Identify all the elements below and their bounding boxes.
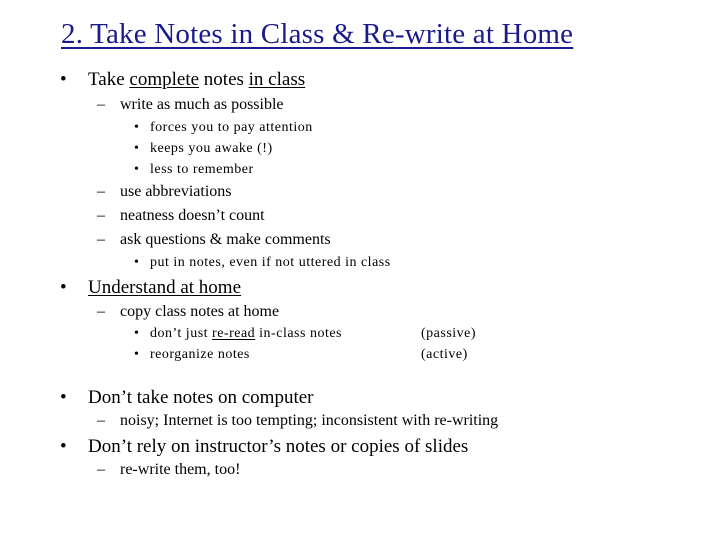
sub-bullet-text: forces you to pay attention: [150, 120, 313, 135]
bullet-marker: •: [134, 255, 140, 270]
sub-bullet-text: keeps you awake (!): [150, 141, 273, 156]
dash-marker: –: [97, 461, 105, 478]
bullet-text: Take complete notes in class: [88, 69, 306, 90]
bullet-marker: •: [134, 120, 140, 135]
bullet-marker: •: [134, 162, 140, 177]
bullet-marker: •: [60, 436, 67, 457]
bullet-marker: •: [134, 347, 140, 362]
bullet-marker: •: [134, 326, 140, 341]
dash-marker: –: [97, 183, 105, 200]
dash-marker: –: [97, 207, 105, 224]
slide-title: 2. Take Notes in Class & Re-write at Home: [61, 18, 574, 50]
bullet-text: Don’t rely on instructor’s notes or copies of slides: [88, 436, 469, 457]
dash-marker: –: [97, 96, 105, 113]
sub-item-text: write as much as possible: [120, 96, 284, 113]
bullet-text: Don’t take notes on computer: [88, 387, 314, 408]
bullet-marker: •: [134, 141, 140, 156]
sub-item-text: copy class notes at home: [120, 303, 280, 320]
sub-bullet-text: don’t just re-read in-class notes: [150, 326, 342, 341]
sub-item-text: neatness doesn’t count: [120, 207, 265, 224]
dash-marker: –: [97, 412, 105, 429]
bullet-text: Understand at home: [88, 277, 242, 298]
sub-bullet-text: reorganize notes: [150, 347, 250, 362]
bullet-marker: •: [60, 69, 67, 90]
note-active: (active): [421, 347, 468, 362]
sub-item-text: re-write them, too!: [120, 461, 241, 478]
sub-item-text: ask questions & make comments: [120, 231, 331, 248]
sub-item-text: noisy; Internet is too tempting; inconsistent with re-writing: [120, 412, 499, 429]
sub-item-text: use abbreviations: [120, 183, 232, 200]
dash-marker: –: [97, 231, 105, 248]
note-passive: (passive): [421, 326, 477, 341]
bullet-marker: •: [60, 277, 67, 298]
sub-bullet-text: less to remember: [150, 162, 254, 177]
dash-marker: –: [97, 303, 105, 320]
sub-bullet-text: put in notes, even if not uttered in class: [150, 255, 391, 270]
bullet-marker: •: [60, 387, 67, 408]
